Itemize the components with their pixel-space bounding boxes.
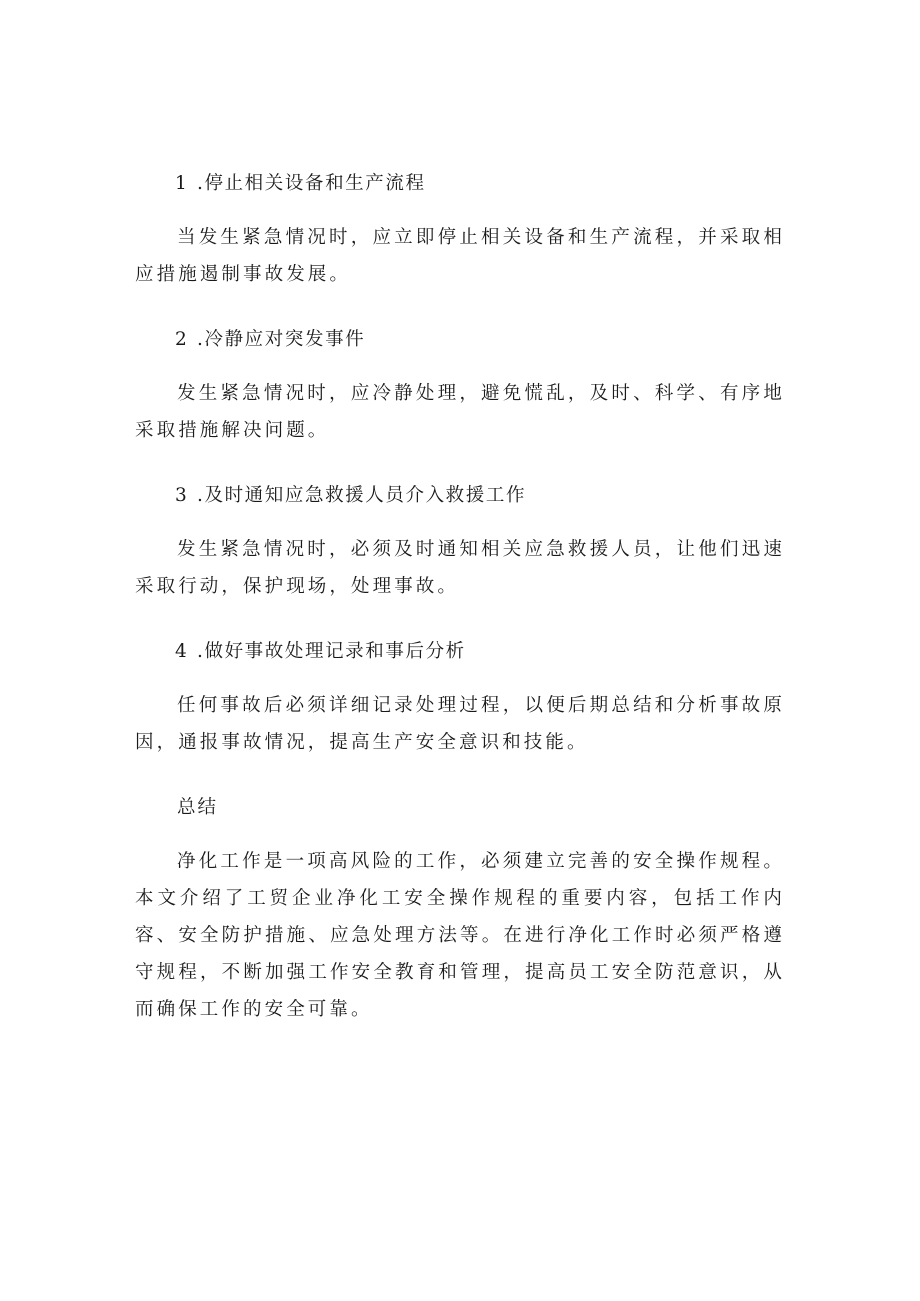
section-number: 3 (175, 485, 189, 506)
document-content (135, 166, 785, 1028)
summary-body: 净化工作是一项高风险的工作，必须建立完善的安全操作规程。本文介绍了工贸企业净化工安全操作规程的重要内容，包括工作内容、安全防护措施、应急处理方法等。在进行净化工作时必须严格遵守规程，不断加强工作安全教育和管理，提高员工安全防范意识，从而确保工作的安全可靠。 (135, 851, 785, 1020)
section-body-3: 发生紧急情况时，必须及时通知相关应急救援人员，让他们迅速采取行动，保护现场，处理事故。 (135, 539, 785, 597)
summary-title: 总结 (177, 797, 219, 818)
section-number: 1 (175, 173, 189, 194)
section-title: .停止相关设备和生产流程 (197, 173, 426, 194)
section-heading-3 (135, 478, 785, 514)
section-body-2: 发生紧急情况时，应冷静处理，避免慌乱，及时、科学、有序地采取措施解决问题。 (135, 383, 785, 441)
section-number: 2 (175, 329, 189, 350)
section-body-4: 任何事故后必须详细记录处理过程，以便后期总结和分析事故原因，通报事故情况，提高生产安全意识和技能。 (135, 695, 785, 753)
section-title: .冷静应对突发事件 (197, 329, 366, 350)
section-heading-2 (135, 322, 785, 358)
section-title: .及时通知应急救援人员介入救援工作 (197, 485, 527, 506)
section-number: 4 (175, 641, 189, 662)
section-heading-4 (135, 634, 785, 670)
section-body-1: 当发生紧急情况时，应立即停止相关设备和生产流程，并采取相应措施遏制事故发展。 (135, 227, 785, 285)
section-title: .做好事故处理记录和事后分析 (197, 641, 466, 662)
section-heading-1 (135, 166, 785, 202)
